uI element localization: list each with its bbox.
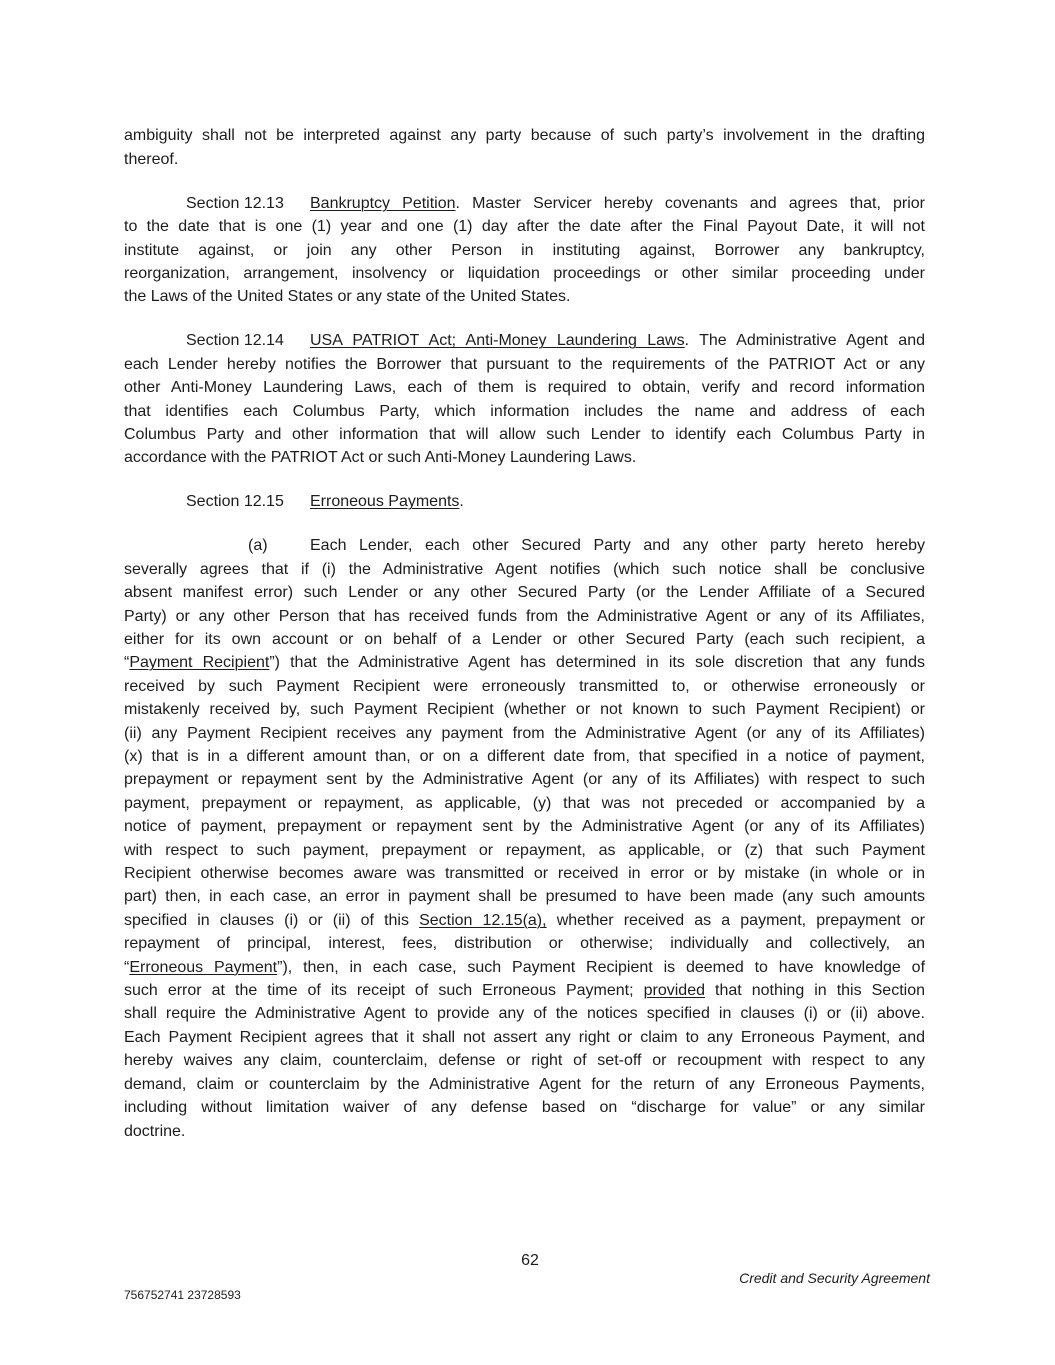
text-segment: that identifies each Columbus Party, which information includes the name and address of each [124,402,925,420]
section-12-13-bankruptcy-petition [124,192,925,309]
text-segment: received by such Payment Recipient were erroneously transmitted to, or otherwise erroneously or [124,677,925,695]
text-segment: Columbus Party and other information that will allow such Lender to identify each Columbus Party in [124,425,925,443]
paragraph-continuation [124,124,925,171]
section-12-15-erroneous-payments [124,490,925,513]
underlined-term: USA PATRIOT Act; Anti-Money Laundering Laws [310,332,685,350]
text-segment: Party) or any other Person that has received funds from the Administrative Agent or any of its Affiliates, [124,607,925,625]
text-line [124,534,925,557]
text-line [124,792,925,815]
text-segment: Recipient otherwise becomes aware was transmitted or received in error or by mistake (in whole or in [124,865,925,883]
section-12-15-clause-a [124,534,925,1143]
text-line [124,400,925,423]
text-segment: with respect to such payment, prepayment or repayment, as applicable, or (z) that such Payment [124,841,925,859]
text-line [124,979,925,1002]
text-line [124,329,925,352]
text-line [124,839,925,862]
section-12-14-usa-patriot-act [124,329,925,469]
text-segment: payment, prepayment or repayment, as applicable, (y) that was not preceded or accompanied by a [124,794,925,812]
text-segment: . Master Servicer hereby covenants and agrees that, prior [455,194,925,212]
text-line [124,558,925,581]
text-line [124,605,925,628]
text-line [124,262,925,285]
text-line [124,1073,925,1096]
text-line [124,885,925,908]
text-segment: thereof. [124,150,179,168]
text-segment: mistakenly received by, such Payment Recipient (whether or not known to such Payment Recipient) or [124,701,925,719]
section-label: (a) [248,537,268,555]
text-line [124,124,925,147]
section-label: Section 12.15 [186,493,284,511]
text-line [124,192,925,215]
text-line [124,722,925,745]
text-segment: doctrine. [124,1122,186,1140]
text-segment: (ii) any Payment Recipient receives any payment from the Administrative Agent (or any of its Affiliates) [124,724,925,742]
text-line [124,353,925,376]
text-segment: each Lender hereby notifies the Borrower that pursuant to the requirements of the PATRIOT Act or any [124,355,925,373]
text-segment: part) then, in each case, an error in payment shall be presumed to have been made (any such amounts [124,888,925,906]
text-segment: hereby waives any claim, counterclaim, defense or right of set-off or recoupment with respect to any [124,1052,925,1070]
document-title-footer: Credit and Security Agreement [739,1270,930,1286]
text-segment: specified in clauses (i) or (ii) of this [124,911,420,929]
text-line [124,376,925,399]
text-line [124,581,925,604]
text-line [124,651,925,674]
text-segment: notice of payment, prepayment or repayment sent by the Administrative Agent (or any of its Affiliates) [124,818,925,836]
text-line [124,446,925,469]
underlined-term: Erroneous Payment [129,958,278,976]
document-body [124,124,925,1143]
text-segment: prepayment or repayment sent by the Administrative Agent (or any of its Affiliates) with respect to such [124,771,925,789]
text-line [124,1120,925,1143]
text-segment: . [459,493,464,511]
text-segment: Each Payment Recipient agrees that it shall not assert any right or claim to any Erroneous Payment, and [124,1028,925,1046]
underlined-term: Erroneous Payments [310,493,460,511]
text-segment: demand, claim or counterclaim by the Administrative Agent for the return of any Erroneous Payments, [124,1075,925,1093]
section-label: Section 12.13 [186,194,284,212]
text-segment: the Laws of the United States or any state of the United States. [124,288,571,306]
text-line [124,490,925,513]
text-segment: absent manifest error) such Lender or any other Secured Party (or the Lender Affiliate of a Secured [124,584,925,602]
text-segment: (x) that is in a different amount than, or on a different date from, that specified in a notice of payment, [124,748,925,766]
text-line [124,956,925,979]
text-segment: severally agrees that if (i) the Administrative Agent notifies (which such notice shall be conclusive [124,560,925,578]
underlined-term: Payment Recipient [129,654,270,672]
text-segment: including without limitation waiver of any defense based on “discharge for value” or any similar [124,1099,925,1117]
text-segment: whether received as a payment, prepayment or [546,911,926,929]
text-line [124,932,925,955]
text-line [124,768,925,791]
text-line [124,815,925,838]
text-segment: reorganization, arrangement, insolvency or liquidation proceedings or other similar proceeding under [124,264,925,282]
text-segment: ”), then, in each case, such Payment Recipient is deemed to have knowledge of [277,958,926,976]
text-segment: such error at the time of its receipt of such Erroneous Payment; [124,982,644,1000]
text-line [124,423,925,446]
text-segment: “ [124,654,130,672]
text-segment: to the date that is one (1) year and one (1) day after the date after the Final Payout Date, it will not [124,218,925,236]
text-line [124,215,925,238]
text-segment: accordance with the PATRIOT Act or such Anti-Money Laundering Laws. [124,449,637,467]
text-segment: shall require the Administrative Agent to provide any of the notices specified in clauses (i) or (ii) above. [124,1005,925,1023]
text-segment: that nothing in this Section [704,982,926,1000]
text-line [124,675,925,698]
page-number: 62 [521,1252,539,1269]
text-line [124,239,925,262]
text-segment: ”) that the Administrative Agent has determined in its sole discretion that any funds [269,654,925,672]
text-line [124,285,925,308]
text-line [124,909,925,932]
section-label: Section 12.14 [186,332,284,350]
text-segment: . The Administrative Agent and [684,332,925,350]
text-line [124,628,925,651]
text-segment: “ [124,958,130,976]
document-id: 756752741 23728593 [124,1288,241,1302]
text-line [124,148,925,171]
text-line [124,1002,925,1025]
text-line [124,698,925,721]
text-line [124,1026,925,1049]
text-segment: other Anti-Money Laundering Laws, each of them is required to obtain, verify and record information [124,379,925,397]
text-line [124,1049,925,1072]
text-segment: Each Lender, each other Secured Party and any other party hereto hereby [310,537,925,555]
underlined-term: provided [643,982,705,1000]
text-segment: institute against, or join any other Person in instituting against, Borrower any bankruptcy, [124,241,925,259]
text-line [124,745,925,768]
text-line [124,1096,925,1119]
underlined-term: Section 12.15(a), [419,911,547,929]
text-line [124,862,925,885]
underlined-term: Bankruptcy Petition [310,194,456,212]
text-segment: repayment of principal, interest, fees, distribution or otherwise; individually and collectively, an [124,935,925,953]
text-segment: either for its own account or on behalf of a Lender or other Secured Party (each such recipient, a [124,630,925,648]
text-segment: ambiguity shall not be interpreted against any party because of such party’s involvement in the drafting [124,127,925,145]
